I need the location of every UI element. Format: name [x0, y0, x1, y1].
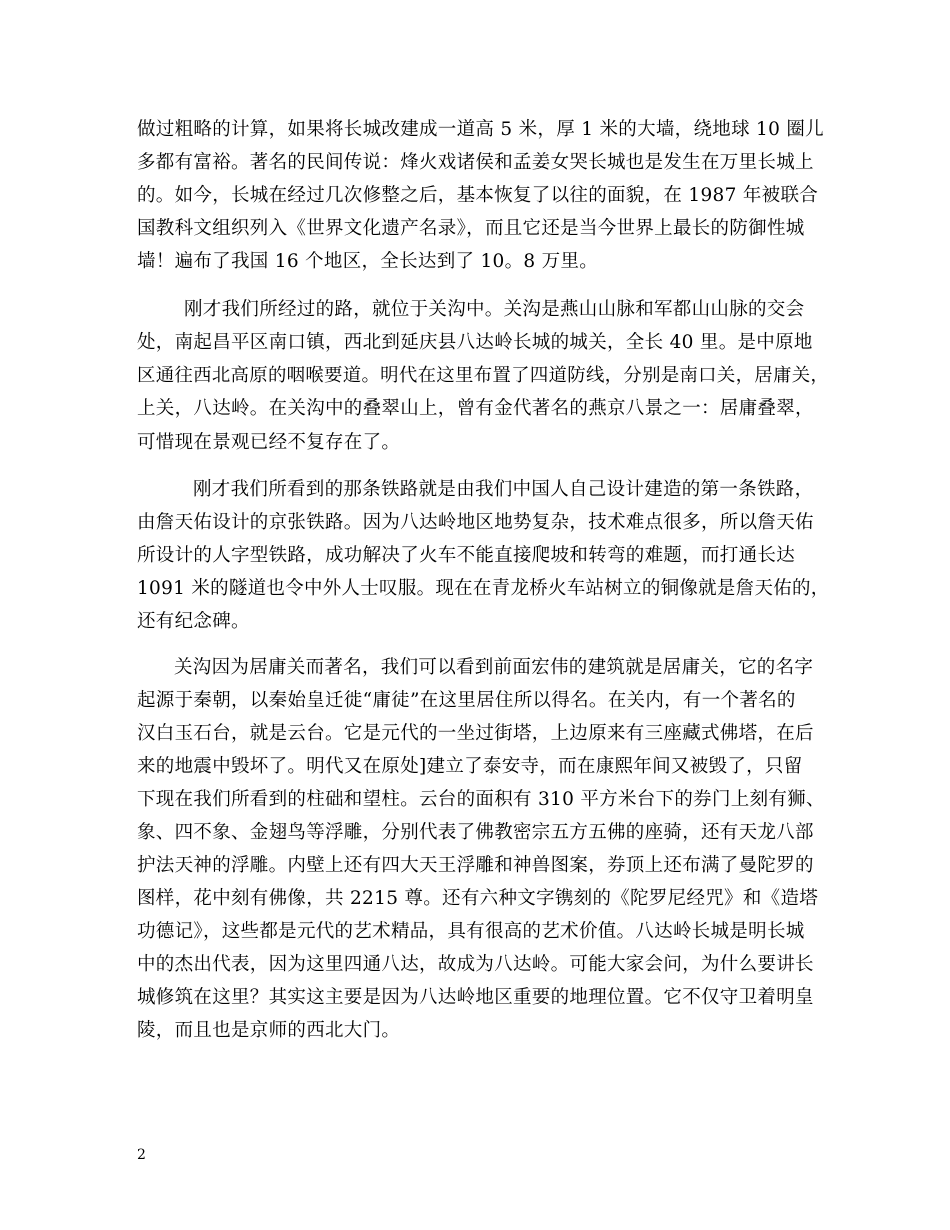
text-line: 上关，八达岭。在关沟中的叠翠山上，曾有金代著名的燕京八景之一：居庸叠翠， [137, 398, 814, 419]
text-line: 刚才我们所经过的路，就位于关沟中。关沟是燕山山脉和军都山山脉的交会 [184, 299, 805, 320]
text-line: 象、四不象、金翅鸟等浮雕，分别代表了佛教密宗五方五佛的座骑，还有天龙八部 [137, 822, 814, 843]
text-line: 刚才我们所看到的那条铁路就是由我们中国人自己设计建造的第一条铁路， [193, 479, 814, 500]
text-line: 所设计的人字型铁路，成功解决了火车不能直接爬坡和转弯的难题，而打通长达 [137, 545, 796, 566]
text-line: 城修筑在这里？其实这主要是因为八达岭地区重要的地理位置。它不仅守卫着明皇 [137, 987, 814, 1008]
text-line: 区通往西北高原的咽喉要道。明代在这里布置了四道防线，分别是南口关，居庸关， [137, 365, 830, 386]
text-line: 功德记》，这些都是元代的艺术精品，具有很高的艺术价值。八达岭长城是明长城 [137, 921, 805, 942]
page-number: 2 [137, 1147, 146, 1163]
text-line: 下现在我们所看到的柱础和望柱。云台的面积有 310 平方米台下的券门上刻有狮、 [137, 789, 825, 810]
text-line: 护法天神的浮雕。内壁上还有四大天王浮雕和神兽图案，券顶上还布满了曼陀罗的 [137, 855, 814, 876]
text-line: 陵，而且也是京师的西北大门。 [137, 1020, 401, 1041]
text-line: 做过粗略的计算，如果将长城改建成一道高 5 米，厚 1 米的大墙，绕地球 10 圈儿 [137, 119, 824, 140]
text-line: 处，南起昌平区南口镇，西北到延庆县八达岭长城的城关，全长 40 里。是中原地 [137, 332, 813, 353]
text-line: 1091 米的隧道也令中外人士叹服。现在在青龙桥火车站树立的铜像就是詹天佑的， [137, 578, 830, 599]
text-line: 来的地震中毁坏了。明代又在原处]建立了泰安寺，而在康熙年间又被毁了，只留 [137, 756, 803, 777]
text-line: 国教科文组织列入《世界文化遗产名录》，而且它还是当今世界上最长的防御性城 [137, 218, 805, 239]
text-line: 图样，花中刻有佛像，共 2215 尊。还有六种文字镌刻的《陀罗尼经咒》和《造塔 [137, 888, 819, 909]
text-line: 墙！遍布了我国 16 个地区，全长达到了 10。8 万里。 [137, 251, 599, 272]
text-line: 由詹天佑设计的京张铁路。因为八达岭地区地势复杂，技术难点很多，所以詹天佑 [137, 512, 814, 533]
text-line: 关沟因为居庸关而著名，我们可以看到前面宏伟的建筑就是居庸关，它的名字 [174, 657, 814, 678]
text-line: 多都有富裕。著名的民间传说：烽火戏诸侯和孟姜女哭长城也是发生在万里长城上 [137, 152, 814, 173]
text-line: 可惜现在景观已经不复存在了。 [137, 432, 401, 453]
text-line: 起源于秦朝，以秦始皇迁徙“庸徒”在这里居住所以得名。在关内，有一个著名的 [137, 690, 796, 711]
text-line: 中的杰出代表，因为这里四通八达，故成为八达岭。可能大家会问，为什么要讲长 [137, 954, 814, 975]
text-line: 汉白玉石台，就是云台。它是元代的一坐过街塔，上边原来有三座藏式佛塔，在后 [137, 723, 814, 744]
text-line: 的。如今，长城在经过几次修整之后，基本恢复了以往的面貌，在 1987 年被联合 [137, 185, 819, 206]
text-line: 还有纪念碑。 [137, 611, 250, 632]
